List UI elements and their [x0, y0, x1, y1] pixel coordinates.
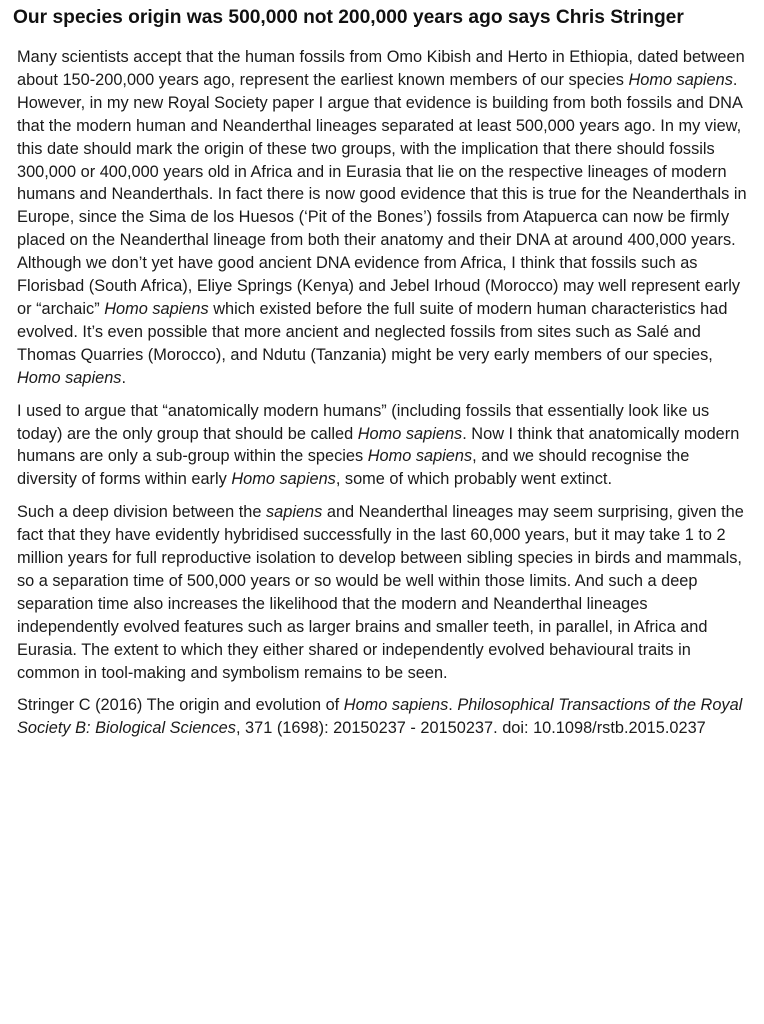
- text-segment: Such a deep division between the: [17, 503, 266, 522]
- paragraph-anatomically-modern: [17, 400, 751, 492]
- italic-text-segment: Homo sapiens: [367, 447, 473, 466]
- paragraph-reference: [17, 694, 751, 740]
- paragraph-origin-evidence: [17, 46, 751, 390]
- text-segment: , some of which probably went extinct.: [335, 470, 613, 489]
- text-segment: and Neanderthal lineages may seem surprising, given the fact that they have evidently hybridised successfully in the last 60,000 years, but it may take 1 to 2 million years for full reproductive isolation to develop between sibling species in birds and mammals, so a separation time of 500,000 years or so would be well within those limits. And such a deep separation time also increases the likelihood that the modern and Neanderthal lineages independently evolved features such as larger brains and smaller teeth, in parallel, in Africa and Eurasia. The extent to which they either shared or independently evolved behavioural traits in common in tool-making and symbolism remains to be seen.: [17, 503, 744, 682]
- paragraph-deep-division: [17, 501, 751, 684]
- text-segment: I used to argue that “anatomically modern humans” (including fossils that essentially look like us today) are the only group that should be called: [17, 401, 710, 443]
- text-segment: . However, in my new Royal Society paper I argue that evidence is building from both fossils and DNA that the modern human and Neanderthal lineages separated at least 500,000 years ago. In my view, this date should mark the origin of these two groups, with the implication that there should fossils 300,000 or 400,000 years old in Africa and in Eurasia that lie on the respective lineages of modern humans and Neanderthals. In fact there is now good evidence that this is true for the Neanderthals in Europe, since the Sima de los Huesos (‘Pit of the Bones’) fossils from Atapuerca can now be firmly placed on the Neanderthal lineage from both their anatomy and their DNA at around 400,000 years. Although we don’t yet have good ancient DNA evidence from Africa, I think that fossils such as Florisbad (South Africa), Eliye Springs (Kenya) and Jebel Irhoud (Morocco) may well represent early or “archaic”: [17, 70, 747, 318]
- italic-text-segment: Homo sapiens: [343, 696, 449, 715]
- text-segment: , 371 (1698): 20150237 - 20150237. doi: 10.1098/rstb.2015.0237: [235, 719, 706, 738]
- text-segment: Stringer C (2016) The origin and evolution of: [17, 696, 344, 715]
- text-segment: which existed before the full suite of modern human characteristics had evolved. It’s even possible that more ancient and neglected fossils from sites such as Salé and Thomas Quarries (Morocco), and Ndutu (Tanzania) might be very early members of our species,: [17, 299, 728, 364]
- text-segment: , and we should recognise the diversity of forms within early: [17, 447, 690, 489]
- italic-text-segment: Homo sapiens: [231, 470, 336, 489]
- text-segment: Many scientists accept that the human fossils from Omo Kibish and Herto in Ethiopia, dated between about 150-200,000 years ago, represent the earliest known members of our species: [17, 48, 745, 89]
- document-title: Our species origin was 500,000 not 200,000 years ago says Chris Stringer: [13, 7, 684, 28]
- italic-text-segment: Philosophical Transactions of the Royal Society B: Biological Sciences: [17, 696, 743, 738]
- text-segment: .: [121, 368, 127, 387]
- italic-text-segment: Homo sapiens: [357, 424, 463, 443]
- text-segment: .: [448, 696, 458, 715]
- italic-text-segment: Homo sapiens: [628, 70, 733, 89]
- italic-text-segment: sapiens: [265, 503, 323, 522]
- text-segment: . Now I think that anatomically modern humans are only a sub-group within the species: [17, 424, 740, 466]
- italic-text-segment: Homo sapiens: [17, 368, 122, 387]
- italic-text-segment: Homo sapiens: [104, 299, 209, 318]
